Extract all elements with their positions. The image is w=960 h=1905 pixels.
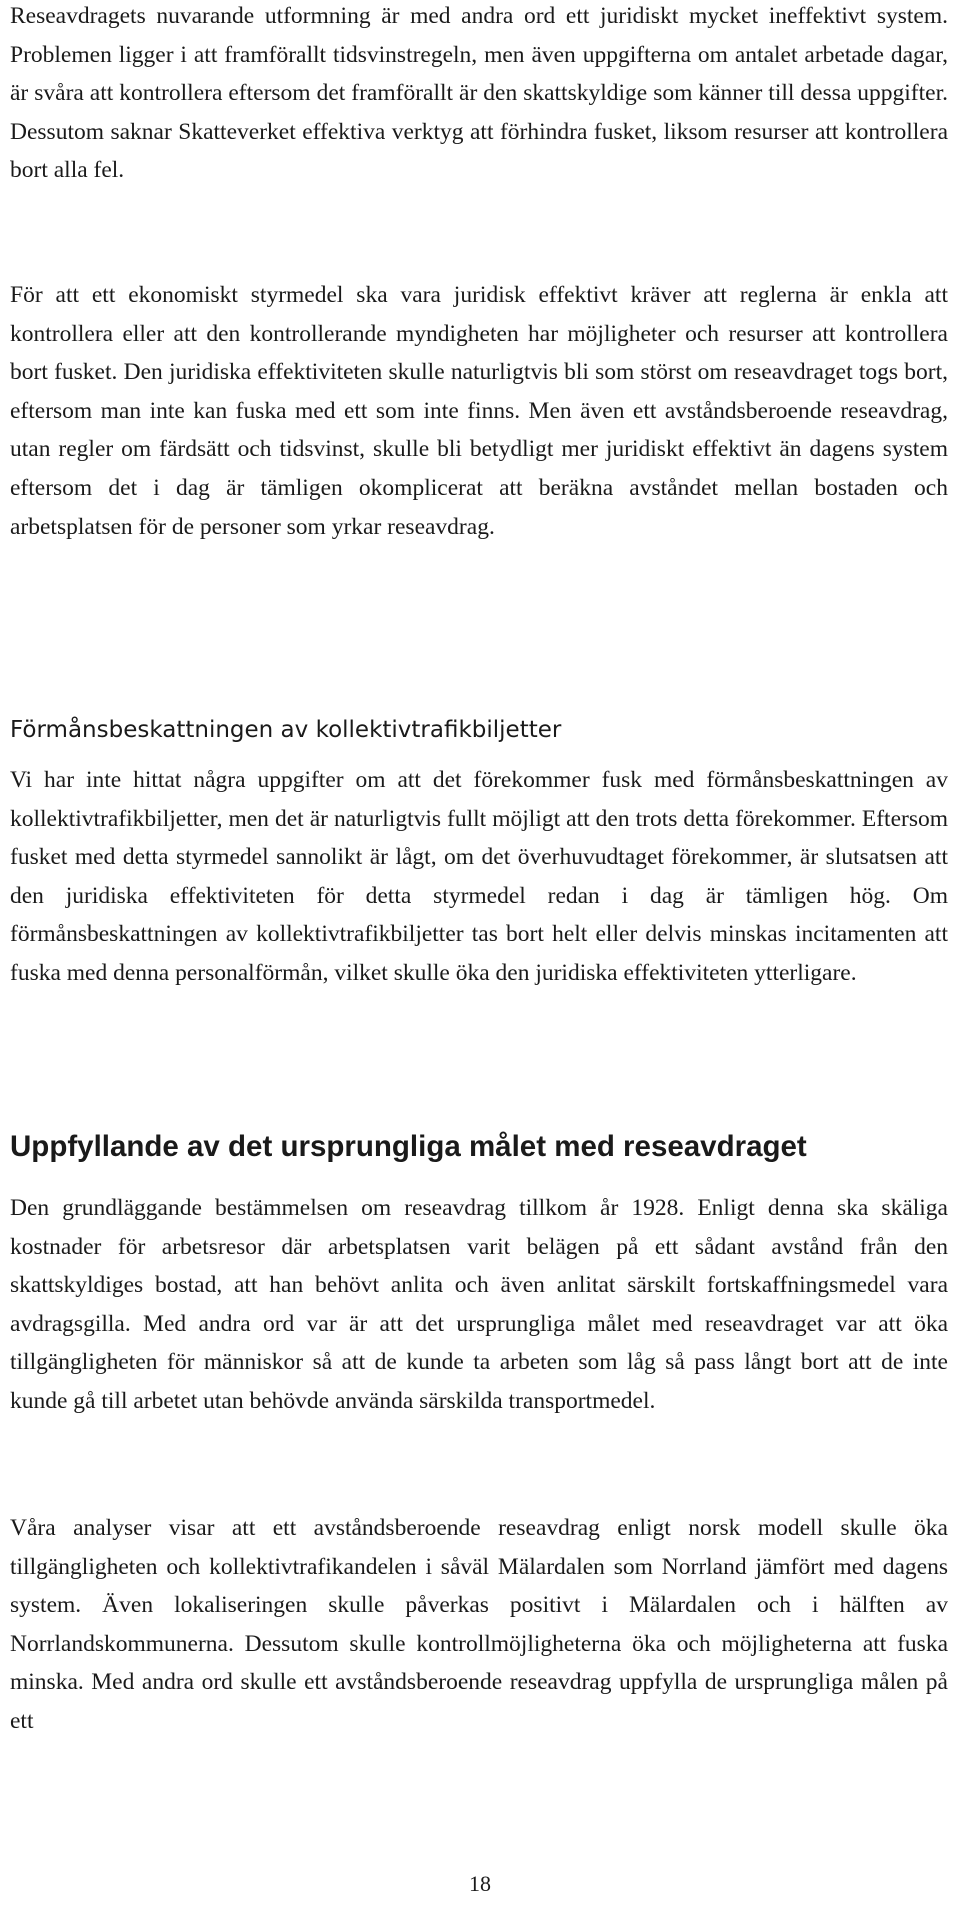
subheading-formansbeskattning: Förmånsbeskattningen av kollektivtrafikbiljetter: [10, 717, 562, 743]
heading-uppfyllande: Uppfyllande av det ursprungliga målet med reseavdraget: [10, 1130, 807, 1163]
paragraph-reseavdrag-ineffektivt: Reseavdragets nuvarande utformning är med andra ord ett juridiskt mycket ineffektivt system. Problemen ligger i att framförallt tidsvinstregeln, men även uppgifterna om antalet arbetade dagar, är svåra att kontrollera eftersom det framförallt är den skattskyldige som känner till dessa uppgifter. Dessutom saknar Skatteverket effektiva verktyg att förhindra fusket, liksom resurser att kontrollera bort alla fel.: [10, 3, 948, 184]
page-number: 18: [469, 1871, 491, 1896]
paragraph-formansbeskattning: Vi har inte hittat några uppgifter om att det förekommer fusk med förmånsbeskattningen av kollektivtrafikbiljetter, men det är naturligtvis fullt möjligt att den trots detta förekommer. Eftersom fusket med detta styrmedel sannolikt är lågt, om det överhuvudtaget förekommer, är slutsatsen att den juridiska effektiviteten för detta styrmedel redan i dag är tämligen hög. Om förmånsbeskattningen av kollektivtrafikbiljetter tas bort helt eller delvis minskas incitamenten att fuska med denna personalförmån, vilket skulle öka den juridiska effektiviteten ytterligare.: [10, 767, 948, 986]
paragraph-vara-analyser: Våra analyser visar att ett avståndsberoende reseavdrag enligt norsk modell skulle öka tillgängligheten och kollektivtrafikandelen i såväl Mälardalen som Norrland jämfört med dagens system. Även lokaliseringen skulle påverkas positivt i Mälardalen och i hälften av Norrlandskommunerna. Dessutom skulle kontrollmöjligheterna öka och möjligheterna att fuska minska. Med andra ord skulle ett avståndsberoende reseavdrag uppfylla de ursprungliga målen på ett: [10, 1515, 948, 1734]
paragraph-juridisk-effektivitet: För att ett ekonomiskt styrmedel ska vara juridisk effektivt kräver att reglerna är enkla att kontrollera eller att den kontrollerande myndigheten har möjligheter och resurser att kontrollera bort fusket. Den juridiska effektiviteten skulle naturligtvis bli som störst om reseavdraget togs bort, eftersom man inte kan fuska med ett som inte finns. Men även ett avståndsberoende reseavdrag, utan regler om färdsätt och tidsvinst, skulle bli betydligt mer juridiskt effektivt än dagens system eftersom det i dag är tämligen okomplicerat att beräkna avståndet mellan bostaden och arbetsplatsen för de personer som yrkar reseavdrag.: [10, 282, 948, 540]
paragraph-grundlaggande-bestammelse: Den grundläggande bestämmelsen om reseavdrag tillkom år 1928. Enligt denna ska skäliga kostnader för arbetsresor där arbetsplatsen varit belägen på ett sådant avstånd från den skattskyldiges bostad, att han behövt anlita och även anlitat särskilt fortskaffningsmedel vara avdragsgilla. Med andra ord var är att det ursprungliga målet med reseavdraget var att öka tillgängligheten för människor så att de kunde ta arbeten som låg så pass långt bort att de inte kunde gå till arbetet utan behövde använda särskilda transportmedel.: [10, 1195, 948, 1414]
